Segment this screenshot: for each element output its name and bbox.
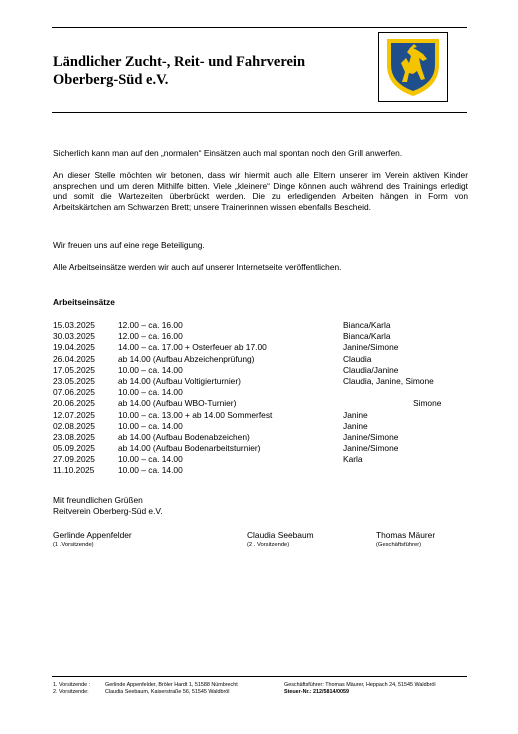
participation-paragraph: Wir freuen uns auf eine rege Beteiligung. <box>53 240 205 250</box>
schedule-list <box>53 320 473 477</box>
schedule-person: Simone <box>413 398 442 409</box>
schedule-date: 11.10.2025 <box>53 465 95 476</box>
schedule-date: 19.04.2025 <box>53 342 95 353</box>
schedule-date: 02.08.2025 <box>53 420 95 431</box>
schedule-time: ab 14.00 (Aufbau WBO-Turnier) <box>118 398 237 409</box>
schedule-person: Bianca/Karla <box>343 320 391 330</box>
schedule-time: 10.00 – ca. 14.00 <box>118 364 183 375</box>
schedule-time: ab 14.00 (Aufbau Abzeichenprüfung) <box>118 353 255 364</box>
schedule-person: Claudia/Janine <box>343 364 399 375</box>
schedule-date: 17.05.2025 <box>53 364 95 375</box>
signature-manager <box>376 530 435 549</box>
schedule-person: Janine/Simone <box>343 342 399 353</box>
schedule-time: 10.00 – ca. 13.00 + ab 14.00 Sommerfest <box>118 409 273 420</box>
schedule-row <box>53 331 473 342</box>
footer-address: Claudia Seebaum, Kaiserstraße 56, 51545 Waldbröl <box>105 689 230 696</box>
footer-label: 2. Vorsitzende: <box>53 689 89 696</box>
schedule-row <box>53 454 473 465</box>
signature-second-chair <box>247 530 314 549</box>
signature-role: (Geschäftsführer) <box>376 541 422 548</box>
schedule-person: Janine/Simone <box>343 443 399 454</box>
schedule-row <box>53 443 473 454</box>
schedule-date: 20.06.2025 <box>53 398 95 409</box>
schedule-row <box>53 421 473 432</box>
schedule-time: 10.00 – ca. 14.00 <box>118 454 183 465</box>
schedule-time: ab 14.00 (Aufbau Bodenabzeichen) <box>118 431 250 442</box>
schedule-row <box>53 465 473 476</box>
schedule-time: 10.00 – ca. 14.00 <box>118 387 183 398</box>
schedule-row <box>53 342 473 353</box>
schedule-time: ab 14.00 (Aufbau Voltigierturnier) <box>118 375 241 386</box>
footer-address: Gerlinde Appenfelder, Bröler Hardt 1, 51588 Nümbrecht <box>105 682 238 688</box>
schedule-date: 23.05.2025 <box>53 375 95 386</box>
footer-rule <box>52 676 467 677</box>
horse-crest-icon <box>378 32 448 102</box>
schedule-row <box>53 376 473 387</box>
schedule-date: 30.03.2025 <box>53 331 95 342</box>
signature-first-chair <box>53 530 132 549</box>
schedule-time: ab 14.00 (Aufbau Bodenarbeitsturnier) <box>118 443 261 454</box>
schedule-row <box>53 320 473 331</box>
schedule-time: 14.00 – ca. 17.00 + Osterfeuer ab 17.00 <box>118 342 267 353</box>
signature-name: Claudia Seebaum <box>247 530 314 540</box>
signature-role: (1 .Vorsitzende) <box>53 541 94 548</box>
schedule-date: 12.07.2025 <box>53 409 95 420</box>
schedule-time: 12.00 – ca. 16.00 <box>118 331 183 342</box>
footer-left-labels <box>53 682 90 697</box>
schedule-row <box>53 387 473 398</box>
schedule-person: Janine <box>343 420 368 431</box>
closing-greeting <box>53 495 163 516</box>
schedule-person: Bianca/Karla <box>343 331 391 342</box>
closing-club: Reitverein Oberberg-Süd e.V. <box>53 505 163 516</box>
signature-role: (2 . Vorsitzende) <box>247 541 290 548</box>
schedule-date: 15.03.2025 <box>53 320 95 330</box>
schedule-row <box>53 410 473 421</box>
schedule-title: Arbeitseinsätze <box>53 297 115 307</box>
signature-name: Thomas Mäurer <box>376 530 436 540</box>
schedule-row <box>53 398 473 409</box>
schedule-person: Claudia <box>343 353 372 364</box>
footer-left-values <box>105 682 238 697</box>
schedule-person: Janine <box>343 409 368 420</box>
schedule-row <box>53 432 473 443</box>
signature-name: Gerlinde Appenfelder <box>53 530 132 540</box>
parents-paragraph: An dieser Stelle möchten wir betonen, dass wir hiermit auch alle Eltern unserer im Verein aktiven Kinder ansprechen und um deren Mithilfe bitten. Viele „kleinere“ Dinge können auch während des Trainings erledigt und somit die Wartezeiten überbrückt werden. Die zu erledigenden Arbeiten hängen in Form von Arbeitskärtchen am Schwarzen Brett; unsere Trainerinnen wissen ebenfalls Bescheid. <box>53 170 468 212</box>
organization-name-line2: Oberberg-Süd e.V. <box>53 72 169 88</box>
schedule-date: 26.04.2025 <box>53 353 95 364</box>
header-bottom-rule <box>52 112 467 113</box>
schedule-date: 07.06.2025 <box>53 387 95 398</box>
schedule-row <box>53 354 473 365</box>
intro-paragraph: Sicherlich kann man auf den „normalen“ Einsätzen auch mal spontan noch den Grill anwerfen. <box>53 148 403 158</box>
website-paragraph: Alle Arbeitseinsätze werden wir auch auf unserer Internetseite veröffentlichen. <box>53 262 342 272</box>
schedule-date: 27.09.2025 <box>53 454 95 465</box>
schedule-person: Claudia, Janine, Simone <box>343 375 434 386</box>
schedule-date: 23.08.2025 <box>53 431 95 442</box>
footer-label: 1. Vorsitzende : <box>53 682 91 688</box>
schedule-person: Karla <box>343 454 363 465</box>
schedule-date: 05.09.2025 <box>53 443 95 454</box>
schedule-time: 10.00 – ca. 14.00 <box>118 420 183 431</box>
schedule-time: 12.00 – ca. 16.00 <box>118 320 183 330</box>
schedule-row <box>53 365 473 376</box>
closing-line: Mit freundlichen Grüßen <box>53 495 143 505</box>
schedule-time: 10.00 – ca. 14.00 <box>118 465 183 476</box>
footer-manager-address: Geschäftsführer: Thomas Mäurer, Heppach 24, 51545 Waldbröl <box>284 682 436 688</box>
footer-tax-number: Steuer-Nr.: 212/5814/0059 <box>284 689 350 696</box>
schedule-person: Janine/Simone <box>343 431 399 442</box>
organization-name <box>53 53 305 89</box>
footer-right <box>284 682 436 697</box>
header-top-rule <box>52 27 467 28</box>
organization-name-line1: Ländlicher Zucht-, Reit- und Fahrverein <box>53 54 306 70</box>
